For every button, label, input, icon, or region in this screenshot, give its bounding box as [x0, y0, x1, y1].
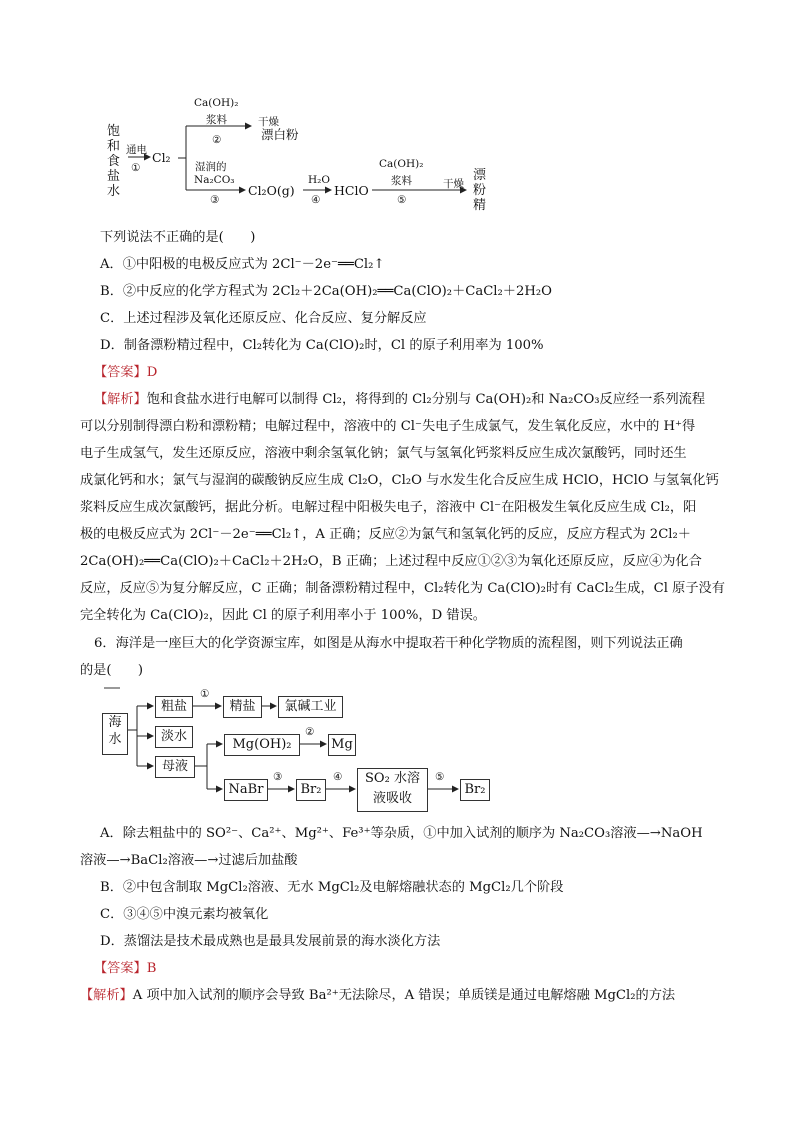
- node-crude-salt: 粗盐: [155, 696, 193, 718]
- cl2-node: Cl₂: [152, 150, 171, 165]
- q5-analysis-line-4: 成氯化钙和水；氯气与湿润的碳酸钠反应生成 Cl₂O，Cl₂O 与水发生化合反应生成 HClO，HClO 与氢氧化钙: [80, 473, 719, 488]
- node-br2-a: Br₂: [296, 779, 326, 801]
- upper-reagent-slurry: 浆料: [206, 114, 227, 126]
- q5-analysis-line-2: 可以分别制得漂白粉和漂粉精；电解过程中，溶液中的 Cl⁻失电子生成氯气，发生氧化反应，水中的 H⁺得: [80, 419, 696, 434]
- h2o-label: H₂O: [308, 174, 330, 186]
- upper-reagent: Ca(OH)₂: [194, 97, 239, 109]
- q6-option-b: B．②中包含制取 MgCl₂溶液、无水 MgCl₂及电解熔融状态的 MgCl₂几个阶段: [100, 880, 564, 895]
- q6-stem-line-1: 6．海洋是一座巨大的化学资源宝库，如图是从海水中提取若干种化学物质的流程图，则下列说法正确: [94, 636, 683, 651]
- node-mgoh2: Mg(OH)₂: [224, 734, 300, 756]
- q5-analysis-line-8: 反应，反应⑤为复分解反应，C 正确；制备漂粉精过程中，Cl₂转化为 Ca(ClO)₂时有 CaCl₂生成，Cl 原子没有: [80, 581, 725, 596]
- last-reagent: Ca(OH)₂: [379, 158, 424, 170]
- q6-option-d: D．蒸馏法是技术最成熟也是最具发展前景的海水淡化方法: [100, 934, 441, 949]
- dry1-label: 干燥: [258, 116, 279, 128]
- q6-step5-label: ⑤: [435, 771, 445, 783]
- q6-analysis-tag: 【解析】: [80, 988, 133, 1003]
- q5-analysis-line-5: 浆料反应生成次氯酸钙，据此分析。电解过程中阳极失电子，溶液中 Cl⁻在阳极发生氧化反应生成 Cl₂，阳: [80, 500, 697, 515]
- q6-answer: 【答案】B: [94, 961, 157, 976]
- node-chlor-alkali: 氯碱工业: [278, 696, 343, 718]
- electrolysis-label: 通电: [126, 144, 147, 156]
- q5-option-b: B．②中反应的化学方程式为 2Cl₂＋2Ca(OH)₂══Ca(ClO)₂＋CaCl₂＋2H₂O: [100, 284, 552, 299]
- q5-option-c: C．上述过程涉及氧化还原反应、化合反应、复分解反应: [100, 311, 427, 326]
- q5-analysis-line-9: 完全转化为 Ca(ClO)₂，因此 Cl 的原子利用率小于 100%，D 错误。: [80, 608, 486, 623]
- bleach-essence-node: 漂 粉 精: [472, 168, 486, 213]
- lower-reagent-na2co3: Na₂CO₃: [194, 174, 235, 186]
- q5-stem: 下列说法不正确的是( ): [100, 230, 256, 245]
- last-reagent-slurry: 浆料: [391, 175, 412, 187]
- q5-analysis-line-1: 【解析】饱和食盐水进行电解可以制得 Cl₂，将得到的 Cl₂分别与 Ca(OH)₂和 Na₂CO₃反应经一系列流程: [94, 392, 706, 407]
- step5-label: ⑤: [397, 194, 407, 206]
- node-mother-liquor: 母液: [155, 756, 195, 778]
- q5-answer: 【答案】D: [94, 365, 158, 380]
- node-refined-salt: 精盐: [223, 696, 262, 718]
- q5-option-a: A．①中阳极的电极反应式为 2Cl⁻－2e⁻══Cl₂↑: [100, 257, 385, 272]
- q5-option-d: D．制备漂粉精过程中，Cl₂转化为 Ca(ClO)₂时，Cl 的原子利用率为 100%: [100, 338, 544, 353]
- q6-option-a-line-1: A．除去粗盐中的 SO²⁻、Ca²⁺、Mg²⁺、Fe³⁺等杂质，①中加入试剂的顺序为 Na₂CO₃溶液—→NaOH: [100, 826, 703, 841]
- q5-analysis-line-6: 极的电极反应式为 2Cl⁻－2e⁻══Cl₂↑，A 正确；反应②为氯气和氢氧化钙的反应，反应方程式为 2Cl₂＋: [80, 527, 691, 542]
- q6-step2-label: ②: [305, 726, 315, 738]
- lower-reagent-wet: 湿润的: [195, 161, 227, 173]
- q5-analysis-line-3: 电子生成氢气，发生还原反应，溶液中剩余氢氧化钠；氯气与氢氧化钙浆料反应生成次氯酸钙，同时还生: [80, 446, 687, 461]
- q6-step3-label: ③: [273, 771, 283, 783]
- node-so2-absorption: SO₂ 水溶 液吸收: [357, 768, 428, 812]
- q6-analysis-line-1: 【解析】A 项中加入试剂的顺序会导致 Ba²⁺无法除尽，A 错误；单质镁是通过电解熔融 MgCl₂的方法: [80, 988, 676, 1003]
- source-saturated-brine: 饱 和 食 盐 水: [106, 124, 120, 199]
- node-nabr: NaBr: [224, 779, 268, 801]
- node-seawater: 海 水: [102, 713, 128, 755]
- q5-analysis-tag: 【解析】: [94, 392, 147, 407]
- q5-analysis-line-7: 2Ca(OH)₂══Ca(ClO)₂＋CaCl₂＋2H₂O，B 正确；上述过程中反应①②③为氧化还原反应，反应④为化合: [80, 554, 702, 569]
- bleach-powder-node: 漂白粉: [261, 127, 299, 142]
- node-fresh-water: 淡水: [155, 726, 193, 748]
- step3-label: ③: [210, 194, 220, 206]
- step1-label: ①: [131, 162, 141, 174]
- cl2o-node: Cl₂O(g): [248, 183, 295, 198]
- dry2-label: 干燥: [443, 178, 464, 190]
- q6-option-a-line-2: 溶液—→BaCl₂溶液—→过滤后加盐酸: [80, 853, 298, 868]
- q6-step4-label: ④: [333, 771, 343, 783]
- node-mg: Mg: [328, 734, 356, 756]
- node-br2-b: Br₂: [460, 779, 490, 801]
- q6-step1-label: ①: [200, 688, 210, 700]
- step4-label: ④: [311, 194, 321, 206]
- q6-stem-line-2: 的是( ): [80, 663, 144, 678]
- step2-label: ②: [212, 134, 222, 146]
- q6-option-c: C．③④⑤中溴元素均被氧化: [100, 907, 269, 922]
- hclo-node: HClO: [334, 183, 369, 198]
